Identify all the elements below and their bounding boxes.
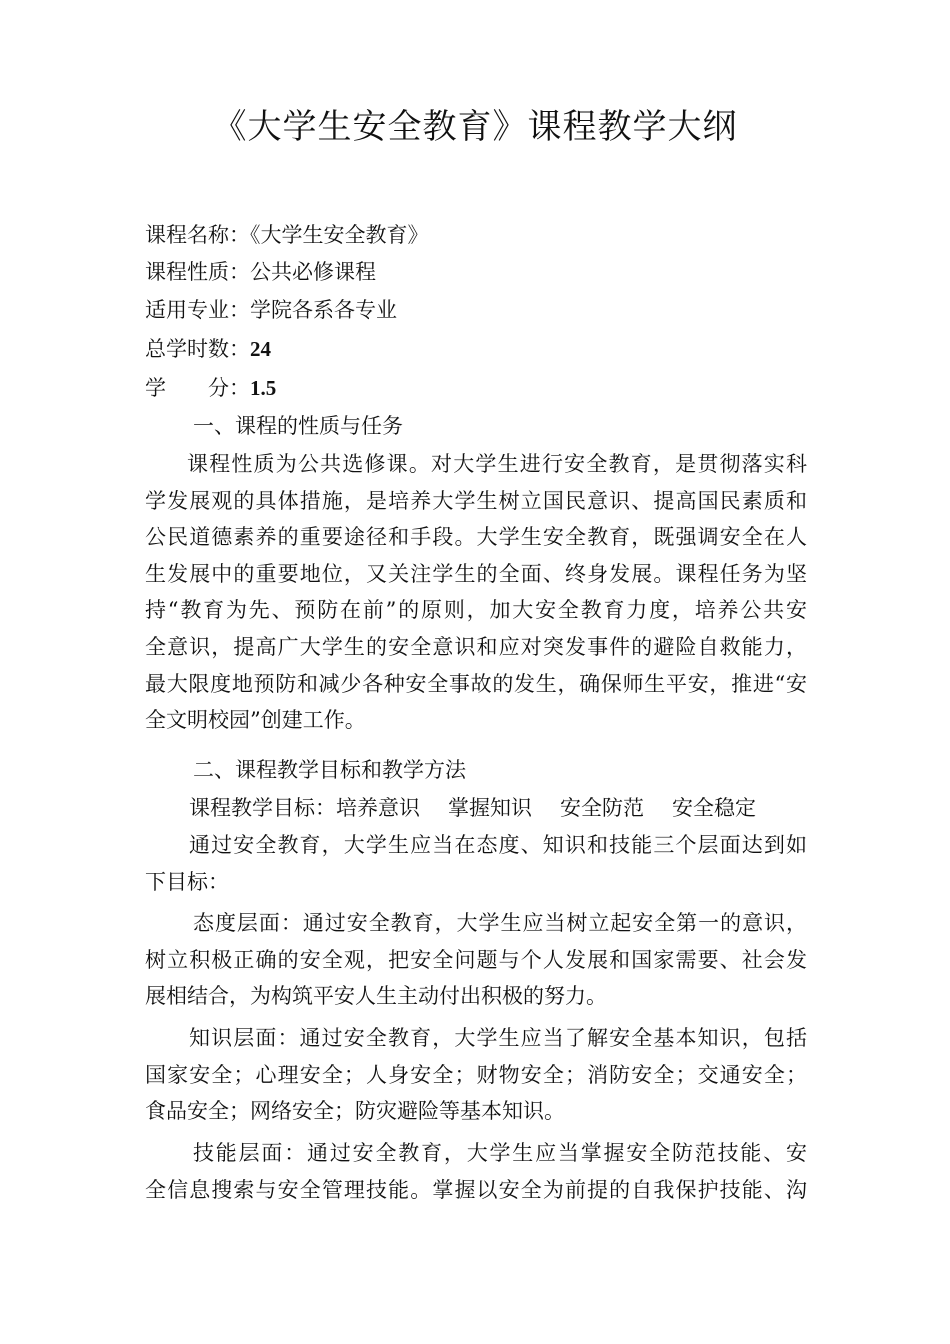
section1-paragraph	[145, 446, 807, 739]
text-line: 食品安全；网络安全；防灾避险等基本知识。	[145, 1099, 565, 1124]
meta-value: 24	[250, 337, 271, 361]
goal-item: 培养意识	[336, 796, 420, 820]
text-line: 生发展中的重要地位，又关注学生的全面、终身发展。课程任务为坚	[145, 561, 807, 586]
meta-label: 课程性质：	[145, 260, 250, 284]
text-line: 下目标：	[145, 869, 229, 894]
goal-item: 安全防范	[560, 796, 644, 820]
meta-course-type	[145, 257, 376, 287]
text-line: 全信息搜索与安全管理技能。掌握以安全为前提的自我保护技能、沟	[145, 1177, 807, 1202]
meta-major	[145, 295, 397, 325]
goals-label: 课程教学目标：	[189, 796, 336, 820]
text-line: 国家安全；心理安全；人身安全；财物安全；消防安全；交通安全；	[145, 1062, 807, 1087]
goal-item: 掌握知识	[448, 796, 532, 820]
text-line: 态度层面：通过安全教育，大学生应当树立起安全第一的意识，	[193, 911, 807, 935]
knowledge-paragraph	[145, 1020, 807, 1130]
meta-course-name	[145, 220, 429, 250]
meta-label: 分：	[208, 376, 250, 400]
goal-item: 安全稳定	[672, 796, 756, 820]
meta-credits	[145, 373, 276, 403]
meta-hours	[145, 334, 271, 364]
text-line: 学发展观的具体措施，是培养大学生树立国民意识、提高国民素质和	[145, 488, 807, 513]
meta-label: 总学时数：	[145, 337, 250, 361]
text-line: 展相结合，为构筑平安人生主动付出积极的努力。	[145, 984, 607, 1009]
intro-paragraph	[145, 827, 807, 900]
skill-paragraph	[145, 1135, 807, 1208]
text-line: 全文明校园”创建工作。	[145, 708, 366, 733]
document-title: 《大学生安全教育》课程教学大纲	[212, 107, 738, 147]
meta-label: 适用专业：	[145, 298, 250, 322]
meta-label: 课程名称：	[145, 223, 250, 247]
text-line: 持“教育为先、预防在前”的原则，加大安全教育力度，培养公共安	[145, 598, 807, 623]
attitude-paragraph	[145, 905, 807, 1015]
meta-label: 学	[145, 376, 166, 400]
meta-value: 公共必修课程	[250, 260, 376, 284]
text-line: 公民道德素养的重要途径和手段。大学生安全教育，既强调安全在人	[145, 525, 807, 550]
text-line: 全意识，提高广大学生的安全意识和应对突发事件的避险自救能力，	[145, 634, 807, 659]
text-line: 课程性质为公共选修课。对大学生进行安全教育，是贯彻落实科	[187, 452, 807, 476]
meta-value: 《大学生安全教育》	[250, 223, 429, 247]
text-line: 通过安全教育，大学生应当在态度、知识和技能三个层面达到如	[189, 833, 807, 857]
meta-value: 学院各系各专业	[250, 298, 397, 322]
section-heading: 二、课程教学目标和教学方法	[193, 758, 466, 782]
text-line: 技能层面：通过安全教育，大学生应当掌握安全防范技能、安	[193, 1141, 807, 1165]
text-line: 知识层面：通过安全教育，大学生应当了解安全基本知识，包括	[189, 1026, 807, 1050]
text-line: 最大限度地预防和减少各种安全事故的发生，确保师生平安，推进“安	[145, 671, 807, 696]
text-line: 树立积极正确的安全观，把安全问题与个人发展和国家需要、社会发	[145, 947, 807, 972]
teaching-goals	[189, 793, 756, 823]
section-heading: 一、课程的性质与任务	[193, 414, 403, 438]
meta-value: 1.5	[250, 376, 277, 400]
